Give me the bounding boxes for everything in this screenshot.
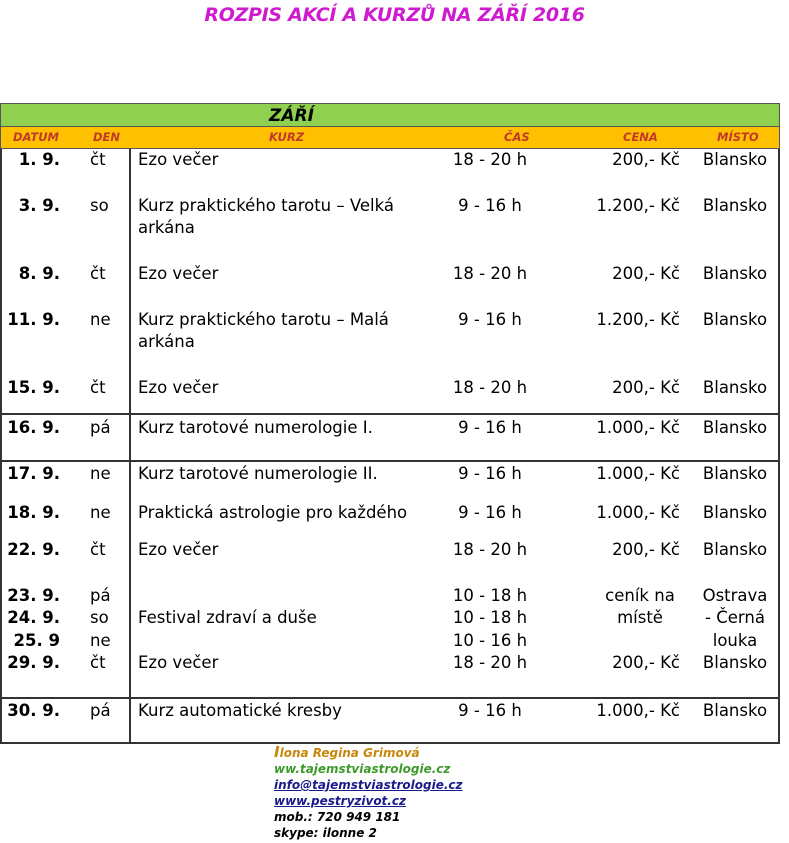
row-time: 9 - 16 h: [458, 310, 522, 329]
row-date: 1. 9.: [18, 150, 60, 169]
row-date: 30. 9.: [7, 701, 60, 720]
row-day: so: [90, 608, 109, 627]
row-time: 10 - 18 h: [452, 586, 528, 605]
row-day: ne: [90, 503, 111, 522]
row-separator: [0, 697, 780, 699]
row-price: 200,- Kč: [612, 378, 680, 397]
row-course: Kurz praktického tarotu – Velká arkána: [138, 196, 394, 237]
row-course: Ezo večer: [138, 264, 219, 283]
row-price: 200,- Kč: [612, 653, 680, 672]
row-price: ceník na: [605, 586, 675, 605]
row-place: Blansko: [702, 418, 768, 437]
row-day: pá: [90, 701, 111, 720]
row-course: Ezo večer: [138, 540, 219, 559]
contact-footer: [274, 744, 463, 841]
header-price: CENA: [623, 130, 658, 144]
row-date: 17. 9.: [7, 464, 60, 483]
author-name: Ilona Regina Grimová: [274, 743, 420, 761]
row-place: Blansko: [702, 653, 768, 672]
row-date: 8. 9.: [18, 264, 60, 283]
row-price: 1.000,- Kč: [596, 503, 680, 522]
row-time: 9 - 16 h: [458, 464, 522, 483]
header-place: MÍSTO: [717, 130, 759, 144]
row-place: Ostrava: [702, 586, 768, 605]
row-course: Ezo večer: [138, 378, 219, 397]
table-divider: [129, 149, 131, 744]
row-place: Blansko: [702, 540, 768, 559]
row-day: pá: [90, 586, 111, 605]
row-day: čt: [90, 264, 106, 283]
row-time: 18 - 20 h: [452, 653, 528, 672]
row-course: Ezo večer: [138, 653, 219, 672]
header-date: DATUM: [13, 130, 59, 144]
row-price: 1.000,- Kč: [596, 701, 680, 720]
row-course: Kurz tarotové numerologie I.: [138, 418, 373, 437]
row-place: Blansko: [702, 464, 768, 483]
row-time: 10 - 16 h: [452, 631, 528, 650]
row-day: čt: [90, 653, 106, 672]
row-price: 200,- Kč: [612, 150, 680, 169]
row-course: Kurz praktického tarotu – Malá arkána: [138, 310, 389, 351]
row-date: 22. 9.: [7, 540, 60, 559]
phone-text: mob.: 720 949 181: [274, 810, 401, 824]
row-price: 1.000,- Kč: [596, 418, 680, 437]
row-time: 9 - 16 h: [458, 418, 522, 437]
row-price: 1.000,- Kč: [596, 464, 680, 483]
row-time: 9 - 16 h: [458, 503, 522, 522]
row-place: Blansko: [702, 196, 768, 215]
row-place: Blansko: [702, 264, 768, 283]
row-course: Praktická astrologie pro každého: [138, 503, 408, 522]
row-time: 9 - 16 h: [458, 196, 522, 215]
row-course: Ezo večer: [138, 150, 219, 169]
row-date: 15. 9.: [7, 378, 60, 397]
row-course: Festival zdraví a duše: [138, 608, 317, 627]
row-place: Blansko: [702, 310, 768, 329]
website-text: ww.tajemstviastrologie.cz: [274, 762, 451, 776]
skype-text: skype: ilonne 2: [274, 826, 377, 840]
row-place: louka: [712, 631, 758, 650]
row-day: pá: [90, 418, 111, 437]
row-day: ne: [90, 310, 111, 329]
row-date: 11. 9.: [7, 310, 60, 329]
row-time: 18 - 20 h: [452, 378, 528, 397]
header-day: DEN: [93, 130, 121, 144]
month-header: [0, 103, 780, 127]
row-price: 200,- Kč: [612, 540, 680, 559]
row-place: Blansko: [702, 378, 768, 397]
row-time: 18 - 20 h: [452, 150, 528, 169]
row-date: 16. 9.: [7, 418, 60, 437]
row-date: 29. 9.: [7, 653, 60, 672]
row-place: Blansko: [702, 150, 768, 169]
row-price: 1.200,- Kč: [596, 196, 680, 215]
row-date: 3. 9.: [18, 196, 60, 215]
header-time: ČAS: [504, 130, 530, 144]
row-day: ne: [90, 464, 111, 483]
row-day: čt: [90, 150, 106, 169]
row-separator: [0, 413, 780, 415]
row-place: - Černá: [705, 608, 765, 627]
row-course: Kurz tarotové numerologie II.: [138, 464, 378, 483]
row-place: Blansko: [702, 701, 768, 720]
row-price: 1.200,- Kč: [596, 310, 680, 329]
row-day: čt: [90, 378, 106, 397]
row-time: 18 - 20 h: [452, 540, 528, 559]
email-link[interactable]: info@tajemstviastrologie.cz: [274, 778, 463, 792]
row-place: Blansko: [702, 503, 768, 522]
page-title: ROZPIS AKCÍ A KURZŮ NA ZÁŘÍ 2016: [204, 4, 585, 26]
row-day: so: [90, 196, 109, 215]
website-link[interactable]: www.pestryzivot.cz: [274, 794, 406, 808]
row-date: 23. 9.: [7, 586, 60, 605]
row-date: 18. 9.: [7, 503, 60, 522]
row-price: 200,- Kč: [612, 264, 680, 283]
row-time: 10 - 18 h: [452, 608, 528, 627]
row-course: Kurz automatické kresby: [138, 701, 342, 720]
row-day: ne: [90, 631, 111, 650]
row-price: místě: [617, 608, 663, 627]
column-headers: [0, 127, 780, 149]
row-time: 18 - 20 h: [452, 264, 528, 283]
row-day: čt: [90, 540, 106, 559]
row-date: 24. 9.: [7, 608, 60, 627]
row-date: 25. 9: [13, 631, 60, 650]
header-course: KURZ: [269, 130, 305, 144]
month-label: ZÁŘÍ: [269, 106, 314, 126]
row-separator: [0, 460, 780, 462]
schedule-table: [0, 103, 780, 744]
row-time: 9 - 16 h: [458, 701, 522, 720]
